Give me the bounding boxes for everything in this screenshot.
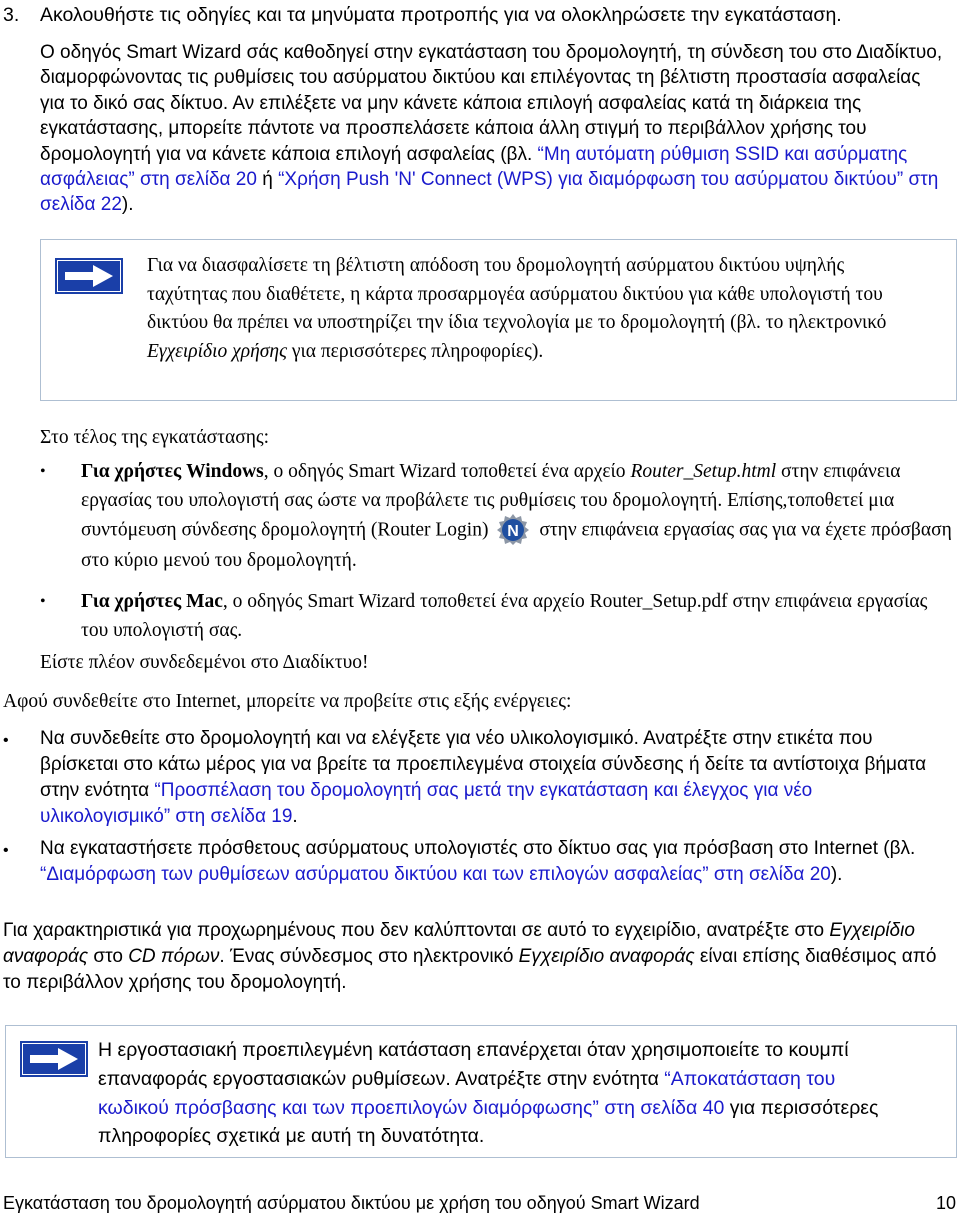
note-box-factory-reset: [5, 1025, 957, 1158]
intro-close: ).: [121, 194, 134, 216]
footer-title: Εγκατάσταση του δρομολογητή ασύρματου δικτύου με χρήση του οδηγού Smart Wizard: [3, 1193, 700, 1213]
user-manual-title: Εγχειρίδιο χρήσης: [147, 340, 287, 362]
advanced-text-2: στο: [88, 946, 129, 967]
intro-or: ή: [256, 169, 279, 191]
resource-cd-title: CD πόρων: [128, 946, 220, 967]
note-arrow-icon: [20, 1041, 88, 1077]
access-router-link[interactable]: “Προσπέλαση του δρομολογητή σας μετά την εγκατάσταση και έλεγχος για νέο υλικολογισμικό” στη σελίδα 19: [40, 780, 813, 827]
end-of-install-heading: Στο τέλος της εγκατάστασης:: [40, 427, 270, 448]
bullet-dot: •: [3, 842, 9, 859]
firmware-text: Να συνδεθείτε στο δρομολογητή και να ελέγξετε για νέο υλικολογισμικό. Ανατρέξτε στην ετικέτα που βρίσκεται στο κάτω μέρος για να βρείτε τα προεπιλεγμένα στοιχεία σύνδεσης ή δείτε τα αντίστοιχα βήματα στην ενότητα: [40, 728, 927, 801]
wps-link[interactable]: “Χρήση Push 'N' Connect (WPS) για διαμόρφωση του ασύρματου δικτύου” στη σελίδα 22: [40, 169, 939, 216]
windows-users-item: [81, 458, 955, 576]
windows-text-2: στην επιφάνεια εργασίας του υπολογιστή σας ώστε να προβάλετε τις ρυθμίσεις του δρομολογητή. Επίσης,τοποθετεί μια συντόμευση σύνδεσης δρομολογητή (Router Login): [81, 461, 901, 541]
add-computers-item: [40, 836, 945, 888]
reference-manual-title-2: Εγχειρίδιο αναφοράς: [518, 946, 695, 967]
svg-text:N: N: [507, 523, 520, 541]
bullet-dot: •: [3, 732, 9, 749]
mac-users-item: [81, 588, 955, 645]
add-computers-text: Να εγκαταστήσετε πρόσθετους ασύρματους υπολογιστές στο δίκτυο σας για πρόσβαση στο Internet (βλ.: [40, 838, 916, 859]
advanced-features-paragraph: [3, 918, 953, 996]
page-number: 10: [936, 1193, 957, 1213]
advanced-text-4: είναι επίσης διαθέσιμος από το περιβάλλον χρήσης του δρομολογητή.: [3, 946, 937, 993]
advanced-text-1: Για χαρακτηριστικά για προχωρημένους που δεν καλύπτονται σε αυτό το εγχειρίδιο, ανατρέξτε στο: [3, 920, 830, 941]
password-restore-link[interactable]: “Αποκατάσταση του κωδικού πρόσβασης και των προεπιλογών διαμόρφωσης” στη σελίδα 40: [98, 1067, 836, 1119]
windows-text-1: , ο οδηγός Smart Wizard τοποθετεί ένα αρχείο: [263, 461, 631, 482]
note-text: [147, 252, 907, 366]
note-text: [98, 1036, 898, 1151]
note-arrow-icon: [55, 258, 123, 294]
advanced-text-3: . Ένας σύνδεσμος στο ηλεκτρονικό: [219, 946, 519, 967]
ssid-security-link[interactable]: “Μη αυτόματη ρύθμιση SSID και ασύρματης ασφάλειας” στη σελίδα 20: [40, 143, 908, 191]
bullet-dot: •: [40, 593, 46, 610]
reference-manual-title: Εγχειρίδιο αναφοράς: [3, 920, 915, 967]
note2-text: Η εργοστασιακή προεπιλεγμένη κατάσταση επανέρχεται όταν χρησιμοποιείτε το κουμπί επαναφοράς εργοστασιακών ρυθμίσεων. Ανατρέξτε στην ενότητα: [98, 1039, 849, 1090]
add-computers-end: ).: [830, 864, 843, 885]
mac-text: , ο οδηγός Smart Wizard τοποθετεί ένα αρχείο Router_Setup.pdf στην επιφάνεια εργασίας του υπολογιστή σας.: [81, 591, 928, 641]
note-text-before: Για να διασφαλίσετε τη βέλτιστη απόδοση του δρομολογητή ασύρματου δικτύου υψηλής ταχύτητας που διαθέτετε, η κάρτα προσαρμογέα ασύρματου δικτύου για κάθε υπολογιστή του δικτύου θα πρέπει να υποστηρίζει την ίδια τεχνολογία με το δρομολογητή (βλ. το ηλεκτρονικό: [147, 255, 887, 333]
step-text: Ακολουθήστε τις οδηγίες και τα μηνύματα προτροπής για να ολοκληρώσετε την εγκατάσταση.: [40, 4, 842, 26]
intro-text: Ο οδηγός Smart Wizard σάς καθοδηγεί στην εγκατάσταση του δρομολογητή, τη σύνδεση του στο Διαδίκτυο, διαμορφώνοντας τις ρυθμίσεις του ασύρματου δικτύου και επιλέγοντας τη βέλτιστη προστασία ασφαλείας για το δικό σας δίκτυο. Αν επιλέξετε να μην κάνετε κάποια επιλογή ασφαλείας κατά τη διάρκεια της εγκατάστασης, μπορείτε πάντοτε να προσπελάσετε κάποια άλλη στιγμή το περιβάλλον χρήσης του δρομολογητή για να κάνετε κάποια επιλογή ασφαλείας (βλ.: [40, 42, 943, 165]
router-login-icon: [496, 513, 530, 545]
wireless-settings-link[interactable]: “Διαμόρφωση των ρυθμίσεων ασύρματου δικτύου και των επιλογών ασφαλείας” στη σελίδα 20: [40, 864, 831, 885]
note-text-after: για περισσότερες πληροφορίες).: [286, 340, 544, 362]
windows-text-3: στην επιφάνεια εργασίας σας για να έχετε πρόσβαση στο κύριο μενού του δρομολογητή.: [81, 519, 952, 572]
mac-users-label: Για χρήστες Mac: [81, 591, 223, 612]
step-3: [3, 2, 953, 28]
firmware-check-item: [40, 726, 945, 830]
after-connect-intro: Αφού συνδεθείτε στο Internet, μπορείτε να προβείτε στις εξής ενέργειες:: [3, 691, 572, 712]
bullet-dot: •: [40, 463, 46, 480]
step-number: 3.: [3, 4, 20, 26]
connected-message: Είστε πλέον συνδεδεμένοι στο Διαδίκτυο!: [40, 652, 369, 673]
note2-end: για περισσότερες πληροφορίες σχετικά με αυτή τη δυνατότητα.: [98, 1096, 879, 1148]
note-box-adapter: [40, 239, 957, 401]
router-setup-html-filename: Router_Setup.html: [630, 461, 777, 482]
windows-users-label: Για χρήστες Windows: [81, 461, 264, 482]
intro-paragraph: [40, 40, 945, 218]
firmware-end: .: [292, 806, 298, 827]
